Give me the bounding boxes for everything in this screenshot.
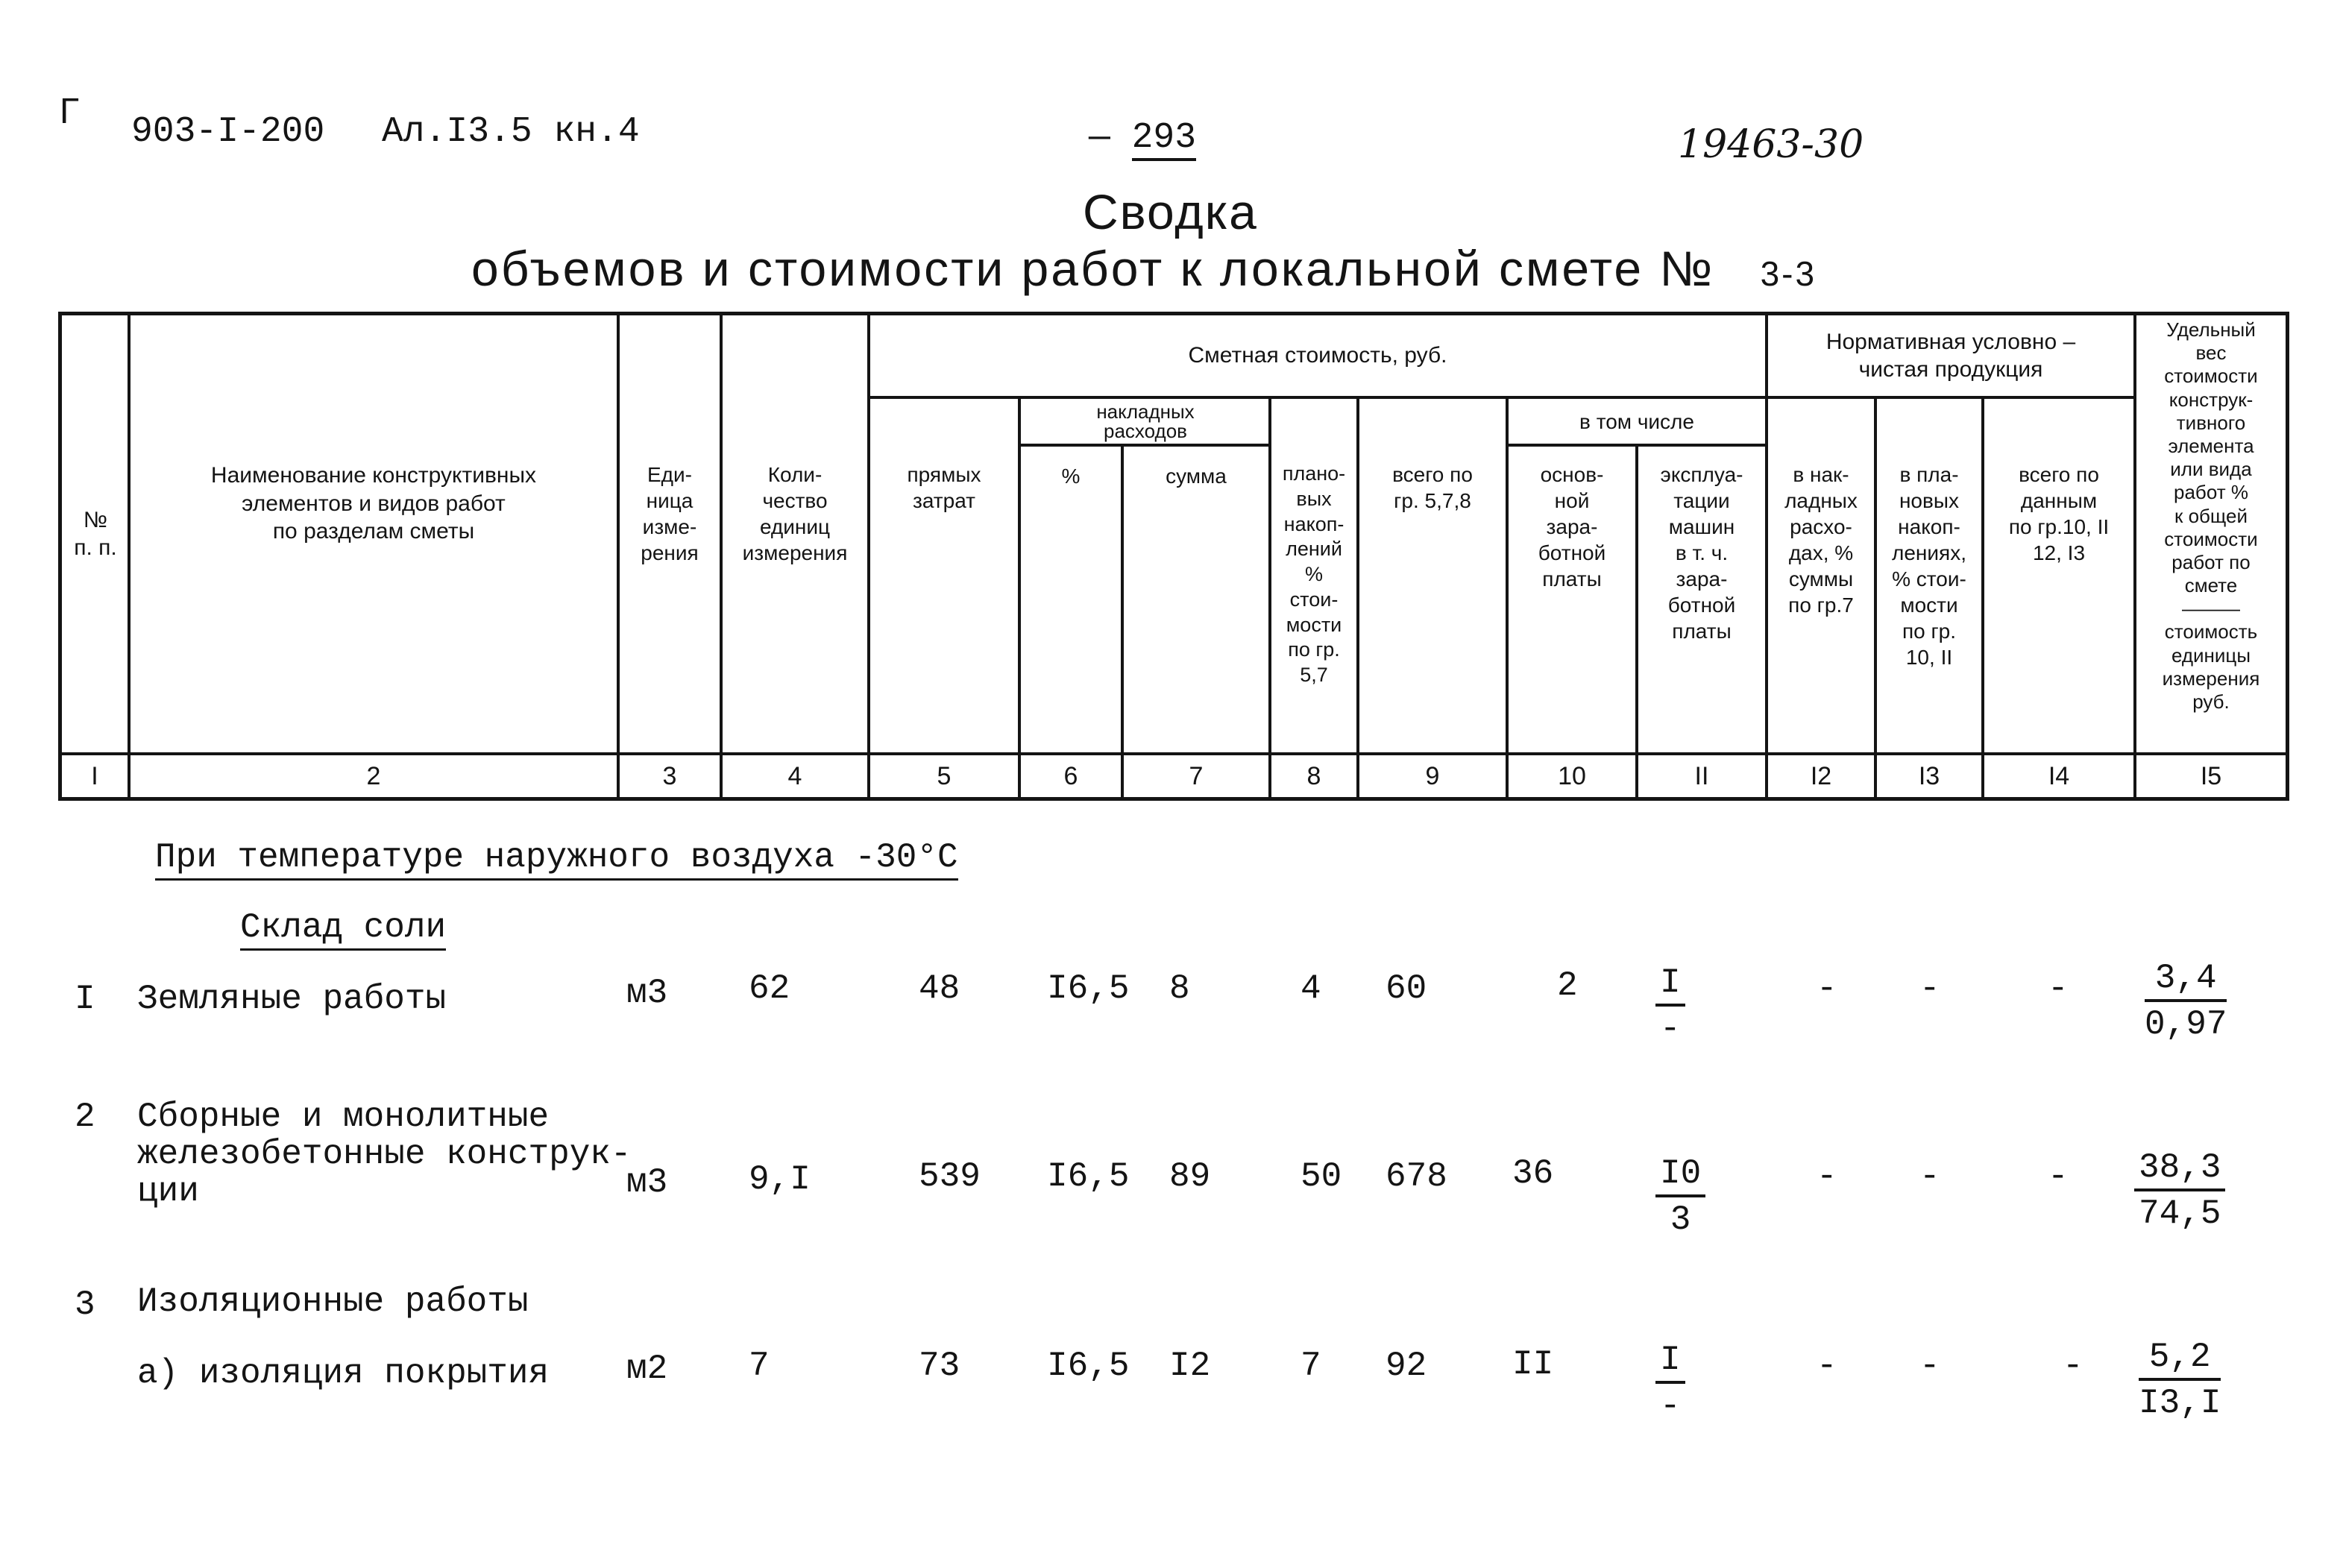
page-title: Сводка <box>1083 184 1258 239</box>
row-direct-cost: 73 <box>919 1347 960 1385</box>
fraction-top: I <box>1655 963 1685 1007</box>
row-overhead-percent: I6,5 <box>1047 1347 1130 1385</box>
row-base-wage: 36 <box>1512 1154 1554 1193</box>
row-norm-overhead: - <box>1817 1347 1837 1385</box>
group-header-including: в том числе <box>1579 409 1694 433</box>
subsection-heading-text: Склад соли <box>240 908 446 951</box>
col-number: I2 <box>1810 761 1832 790</box>
col-header-norm-total: всего по данным по гр.10, II 12, I3 <box>2008 463 2110 564</box>
col-header-sum: сумма <box>1166 465 1227 488</box>
row-overhead-sum: 89 <box>1169 1157 1211 1196</box>
row-quantity: 7 <box>749 1347 770 1385</box>
row-direct-cost: 48 <box>919 969 960 1008</box>
row-direct-cost: 539 <box>919 1157 981 1196</box>
row-number: 3 <box>75 1285 95 1324</box>
col-number: 3 <box>662 761 677 790</box>
handwritten-number: 19463-30 <box>1678 122 1864 167</box>
fraction-top: I0 <box>1655 1154 1705 1197</box>
fraction-top: I <box>1655 1341 1685 1384</box>
row-total: 678 <box>1386 1157 1447 1196</box>
row-name: Земляные работы <box>137 980 447 1018</box>
row-name-line: железобетонные конструк- <box>137 1135 632 1174</box>
col-header-quantity: Коли- чество единиц измерения <box>742 463 848 564</box>
section-heading-text: При температуре наружного воздуха -30°С <box>155 838 958 881</box>
col-header-machines: эксплуа- тации машин в т. ч. зара- ботной платы <box>1660 463 1743 643</box>
subsection-heading <box>240 908 446 947</box>
row-unit: м2 <box>626 1350 668 1388</box>
col-number: 9 <box>1425 761 1440 790</box>
col-number: 10 <box>1558 761 1586 790</box>
fraction-bottom: - <box>1660 1010 1681 1048</box>
col-number: I <box>91 761 98 790</box>
fraction-bottom: - <box>1660 1387 1681 1426</box>
col-header-percent: % <box>1061 465 1081 488</box>
row-number: 2 <box>75 1098 95 1136</box>
row-overhead-percent: I6,5 <box>1047 1157 1130 1196</box>
page-number-value: 293 <box>1132 118 1196 161</box>
col-header-norm-overhead: в нак- ладных расхо- дах, % суммы по гр.7 <box>1784 463 1858 617</box>
row-machines-fraction <box>1655 1341 1685 1426</box>
document-code: 903-I-200 <box>131 112 325 152</box>
col-number: 7 <box>1189 761 1204 790</box>
row-unit: м3 <box>626 974 668 1013</box>
group-header-cost: Сметная стоимость, руб. <box>1188 343 1447 368</box>
fraction-bottom: I3,I <box>2139 1384 2221 1423</box>
row-number: I <box>75 980 95 1018</box>
row-norm-planned: - <box>1919 1347 1940 1385</box>
col-number: 2 <box>366 761 381 790</box>
row-name: а) изоляция покрытия <box>137 1354 550 1393</box>
col-header-direct: прямых затрат <box>907 463 981 512</box>
col-header-name: Наименование конструктивных элементов и видов работ по разделам сметы <box>210 463 537 544</box>
group-header-overhead: накладных расходов <box>1096 400 1195 442</box>
row-name: Изоляционные работы <box>137 1282 529 1321</box>
row-planned: 7 <box>1301 1347 1321 1385</box>
row-overhead-percent: I6,5 <box>1047 969 1130 1008</box>
col-number: 4 <box>787 761 802 790</box>
row-specific-weight-fraction <box>2145 959 2227 1044</box>
header-table <box>58 312 2289 801</box>
page-number: — 293 <box>1089 118 1196 158</box>
row-overhead-sum: I2 <box>1169 1347 1211 1385</box>
row-quantity: 62 <box>749 969 790 1008</box>
col-header-norm-planned: в пла- новых накоп- лениях, % стои- мости по гр. 10, II <box>1892 463 1966 669</box>
corner-mark: Г <box>60 92 79 131</box>
col-header-base-wage: основ- ной зара- ботной платы <box>1538 463 1606 591</box>
col-number: I3 <box>1918 761 1940 790</box>
fraction-bottom: 3 <box>1670 1200 1691 1239</box>
col-header-total: всего по гр. 5,7,8 <box>1392 463 1473 512</box>
col-number: I4 <box>2048 761 2070 790</box>
col-number: I5 <box>2200 761 2222 790</box>
group-header-normative: Нормативная условно – чистая продукция <box>1825 329 2076 382</box>
fraction-bottom: 74,5 <box>2139 1194 2221 1233</box>
row-planned: 4 <box>1301 969 1321 1008</box>
page-subtitle <box>471 240 1817 297</box>
col-header-no: № п. п. <box>74 507 117 560</box>
row-base-wage: II <box>1512 1345 1554 1384</box>
fraction-bottom: 0,97 <box>2145 1005 2227 1044</box>
row-name-line: Сборные и монолитные <box>137 1098 550 1136</box>
row-overhead-sum: 8 <box>1169 969 1190 1008</box>
subtitle-text: объемов и стоимости работ к локальной смете № <box>471 241 1715 296</box>
row-machines-fraction <box>1655 963 1685 1048</box>
row-norm-overhead: - <box>1817 969 1837 1008</box>
row-norm-total: - <box>2048 1157 2069 1196</box>
row-base-wage: 2 <box>1557 966 1578 1005</box>
fraction-top: 3,4 <box>2145 959 2227 1002</box>
row-norm-overhead: - <box>1817 1157 1837 1196</box>
row-norm-planned: - <box>1919 969 1940 1008</box>
section-heading <box>155 838 958 877</box>
col-number: 8 <box>1306 761 1321 790</box>
row-norm-total: - <box>2048 969 2069 1008</box>
col-header-specific-weight: Удельный вес стоимости конструк- тивного элемента или вида работ % к общей стоимости работ по смете ——— стоимость единицы измерения руб. <box>2162 318 2260 713</box>
row-name-line: ции <box>137 1172 199 1211</box>
col-header-unit: Еди- ница изме- рения <box>641 463 699 564</box>
estimate-number: 3-3 <box>1760 254 1817 293</box>
row-total: 92 <box>1386 1347 1427 1385</box>
row-norm-total: - <box>2063 1347 2083 1385</box>
row-machines-fraction <box>1655 1154 1705 1239</box>
row-total: 60 <box>1386 969 1427 1008</box>
fraction-top: 5,2 <box>2139 1338 2221 1381</box>
col-number: II <box>1694 761 1709 790</box>
col-number: 5 <box>937 761 952 790</box>
row-unit: м3 <box>626 1163 668 1202</box>
album-reference: Ал.I3.5 кн.4 <box>382 112 640 152</box>
row-specific-weight-fraction <box>2134 1148 2225 1233</box>
row-norm-planned: - <box>1919 1157 1940 1196</box>
col-number: 6 <box>1063 761 1078 790</box>
fraction-top: 38,3 <box>2134 1148 2225 1191</box>
row-specific-weight-fraction <box>2139 1338 2221 1423</box>
row-quantity: 9,I <box>749 1160 811 1199</box>
row-planned: 50 <box>1301 1157 1342 1196</box>
col-header-planned: плано- вых накоп- лений % стои- мости по гр. 5,7 <box>1282 462 1346 686</box>
